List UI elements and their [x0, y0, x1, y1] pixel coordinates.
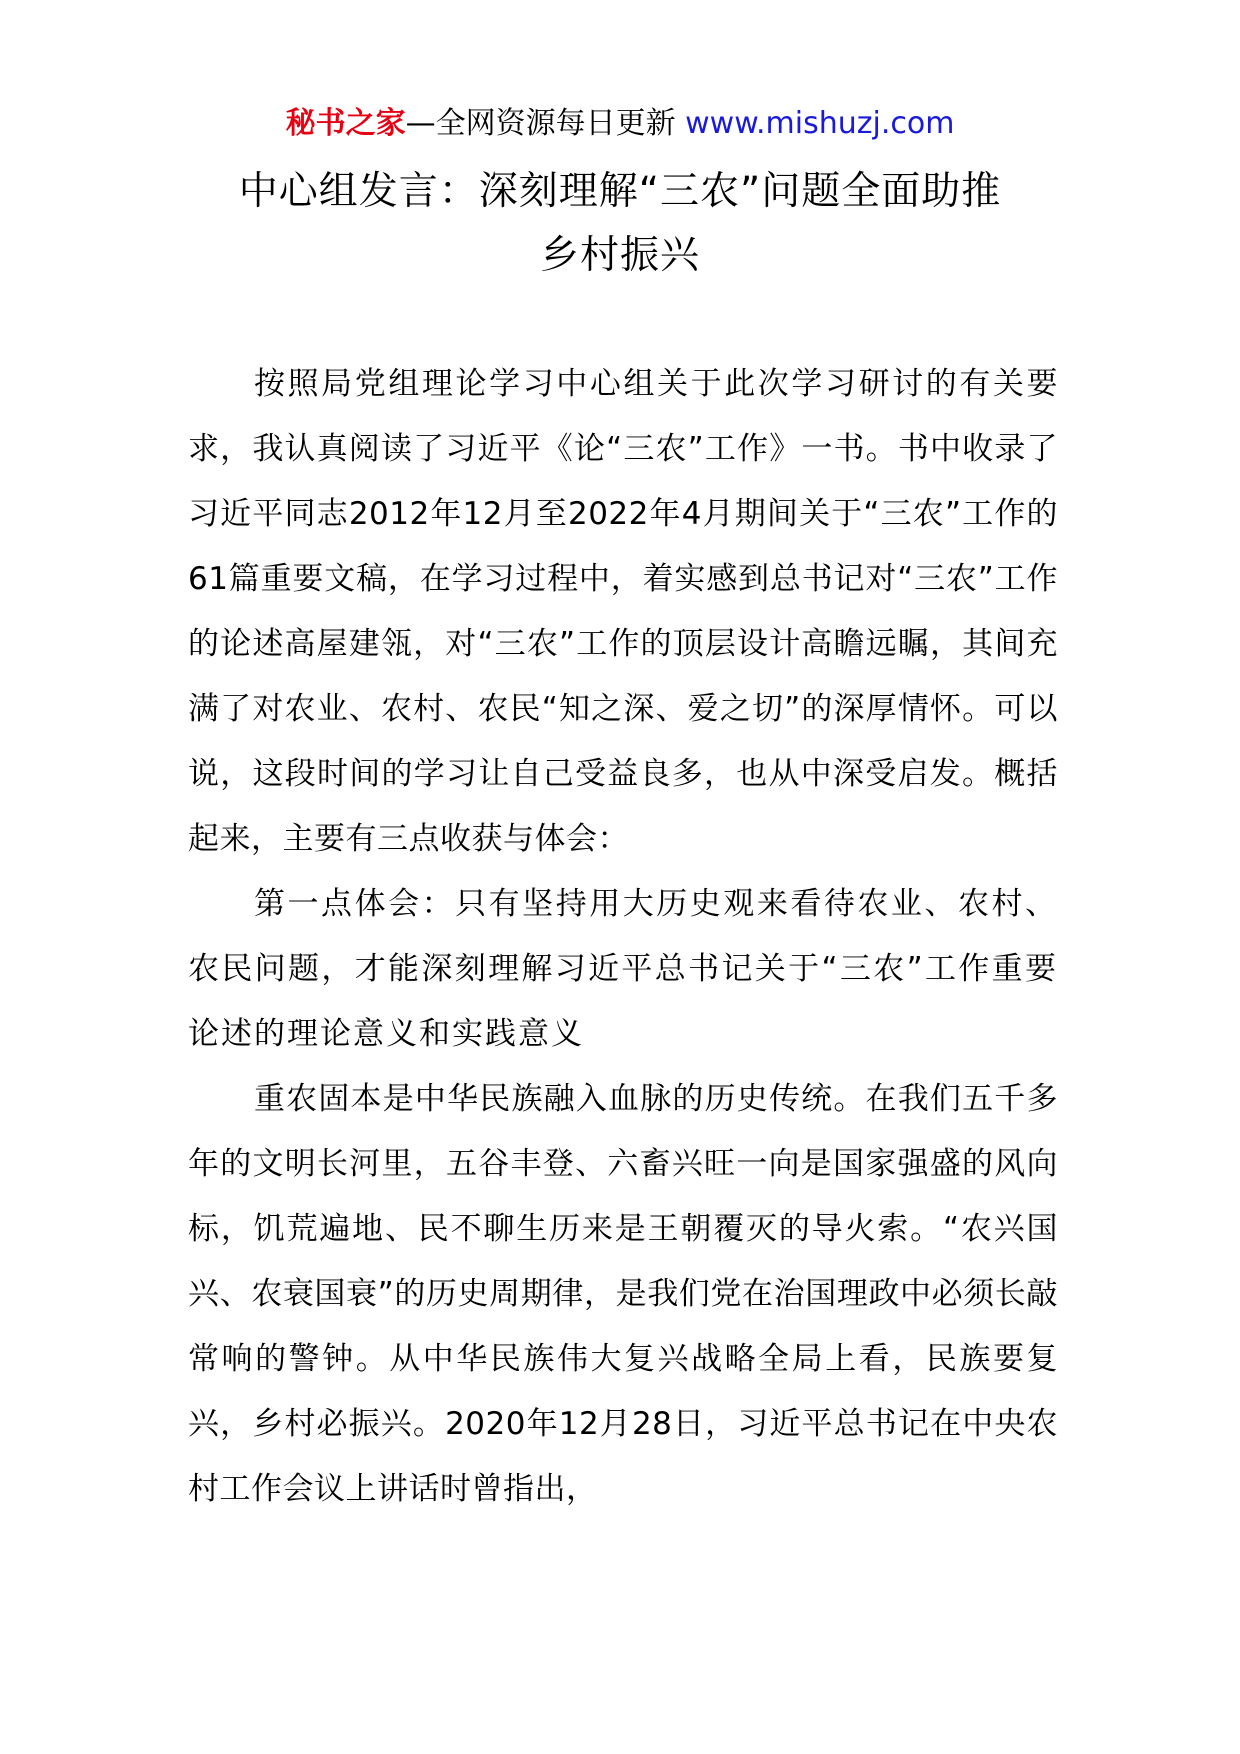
site-banner: [0, 102, 1240, 146]
banner-tagline: —全网资源每日更新: [405, 106, 676, 141]
body-paragraph-intro: 按照局党组理论学习中心组关于此次学习研讨的有关要求，我认真阅读了习近平《论“三农”工作》一书。书中收录了习近平同志2012年12月至2022年4月期间关于“三农”工作的61篇重要文稿，在学习过程中，着实感到总书记对“三农”工作的论述高屋建瓴，对“三农”工作的顶层设计高瞻远瞩，其间充满了对农业、农村、农民“知之深、爱之切”的深厚情怀。可以说，这段时间的学习让自己受益良多，也从中深受启发。概括起来，主要有三点收获与体会：: [188, 366, 1058, 857]
title-line-2: 乡村振兴: [539, 233, 700, 278]
document-title: [170, 160, 1070, 288]
section-heading-first-point: 第一点体会：只有坚持用大历史观来看待农业、农村、农民问题，才能深刻理解习近平总书记关于“三农”工作重要论述的理论意义和实践意义: [188, 886, 1058, 1052]
brand-name: 秘书之家: [285, 106, 406, 141]
site-url-link[interactable]: www.mishuzj.com: [685, 106, 955, 141]
title-line-1: 中心组发言：深刻理解“三农”问题全面助推: [238, 169, 1002, 214]
body-paragraph-history: 重农固本是中华民族融入血脉的历史传统。在我们五千多年的文明长河里，五谷丰登、六畜兴旺一向是国家强盛的风向标，饥荒遍地、民不聊生历来是王朝覆灭的导火索。“农兴国兴、农衰国衰”的历史周期律，是我们党在治国理政中必须长敲常响的警钟。从中华民族伟大复兴战略全局上看，民族要复兴，乡村必振兴。2020年12月28日，习近平总书记在中央农村工作会议上讲话时曾指出，: [188, 1081, 1058, 1507]
document-body: [188, 352, 1058, 1522]
